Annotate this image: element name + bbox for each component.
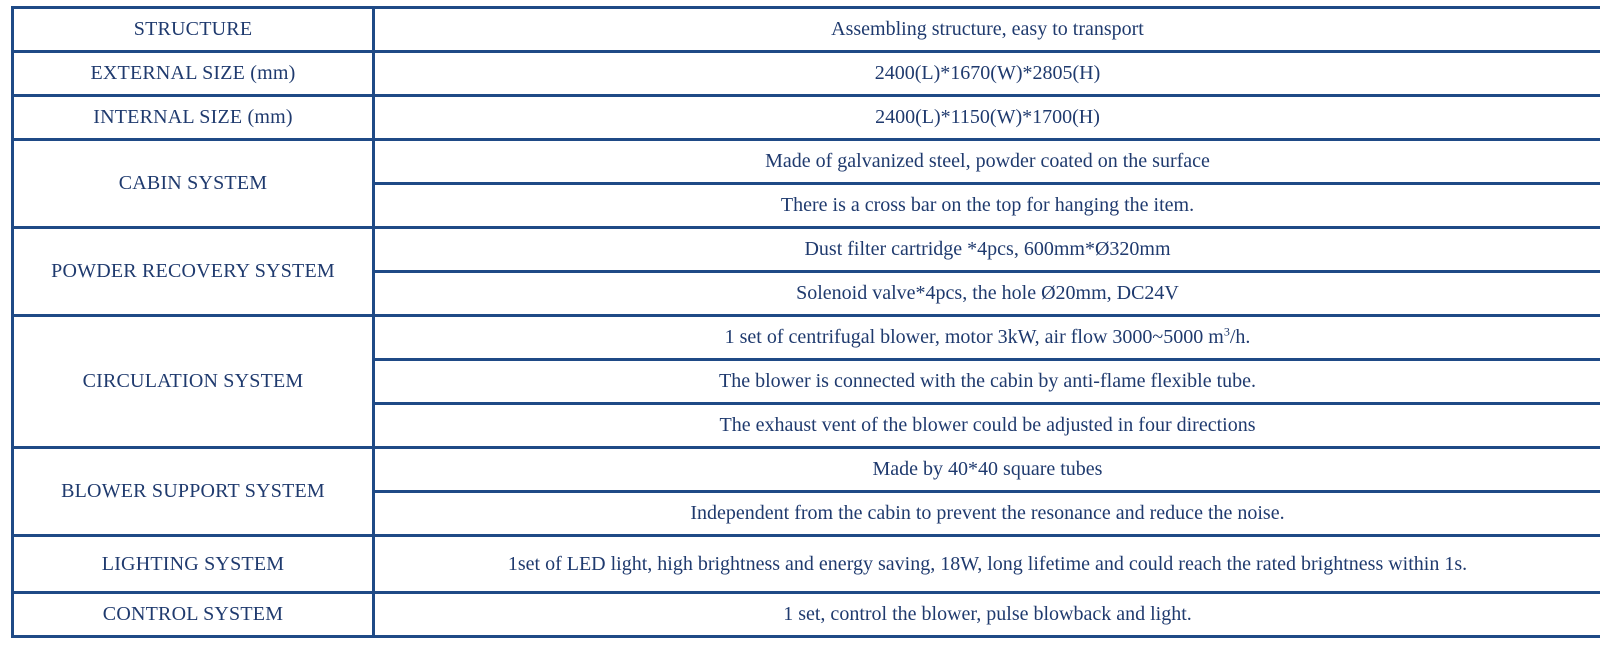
row-label-powder-recovery-system: POWDER RECOVERY SYSTEM [13, 228, 374, 316]
table-row [13, 536, 1600, 593]
row-value: 2400(L)*1150(W)*1700(H) [374, 96, 1600, 140]
row-value: 1set of LED light, high brightness and energy saving, 18W, long lifetime and could reach the rated brightness within 1s. [374, 536, 1600, 593]
row-label-circulation-system: CIRCULATION SYSTEM [13, 316, 374, 448]
row-value-airflow [374, 316, 1600, 360]
row-value: Solenoid valve*4pcs, the hole Ø20mm, DC24V [374, 272, 1600, 316]
row-value: Assembling structure, easy to transport [374, 8, 1600, 52]
row-value: Dust filter cartridge *4pcs, 600mm*Ø320mm [374, 228, 1600, 272]
airflow-superscript: 3 [1223, 324, 1230, 339]
row-label-blower-support-system: BLOWER SUPPORT SYSTEM [13, 448, 374, 536]
table-row [13, 593, 1600, 637]
row-value: Made by 40*40 square tubes [374, 448, 1600, 492]
table-row [13, 316, 1600, 360]
row-label-control-system: CONTROL SYSTEM [13, 593, 374, 637]
airflow-suffix: /h. [1229, 326, 1251, 348]
table-row [13, 228, 1600, 272]
row-value: Made of galvanized steel, powder coated on the surface [374, 140, 1600, 184]
row-value: The blower is connected with the cabin by anti-flame flexible tube. [374, 360, 1600, 404]
row-value: There is a cross bar on the top for hanging the item. [374, 184, 1600, 228]
row-value: 2400(L)*1670(W)*2805(H) [374, 52, 1600, 96]
row-label-cabin-system: CABIN SYSTEM [13, 140, 374, 228]
row-value: Independent from the cabin to prevent the resonance and reduce the noise. [374, 492, 1600, 536]
row-value: The exhaust vent of the blower could be adjusted in four directions [374, 404, 1600, 448]
row-value: 1 set, control the blower, pulse blowback and light. [374, 593, 1600, 637]
row-label-internal-size: INTERNAL SIZE (mm) [13, 96, 374, 140]
table-row [13, 448, 1600, 492]
spec-table [11, 6, 1600, 638]
row-label-lighting-system: LIGHTING SYSTEM [13, 536, 374, 593]
table-row [13, 140, 1600, 184]
row-label-structure: STRUCTURE [13, 8, 374, 52]
airflow-text: 1 set of centrifugal blower, motor 3kW, air flow 3000~5000 m [724, 326, 1224, 348]
table-row [13, 8, 1600, 52]
row-label-external-size: EXTERNAL SIZE (mm) [13, 52, 374, 96]
table-row [13, 96, 1600, 140]
table-row [13, 52, 1600, 96]
